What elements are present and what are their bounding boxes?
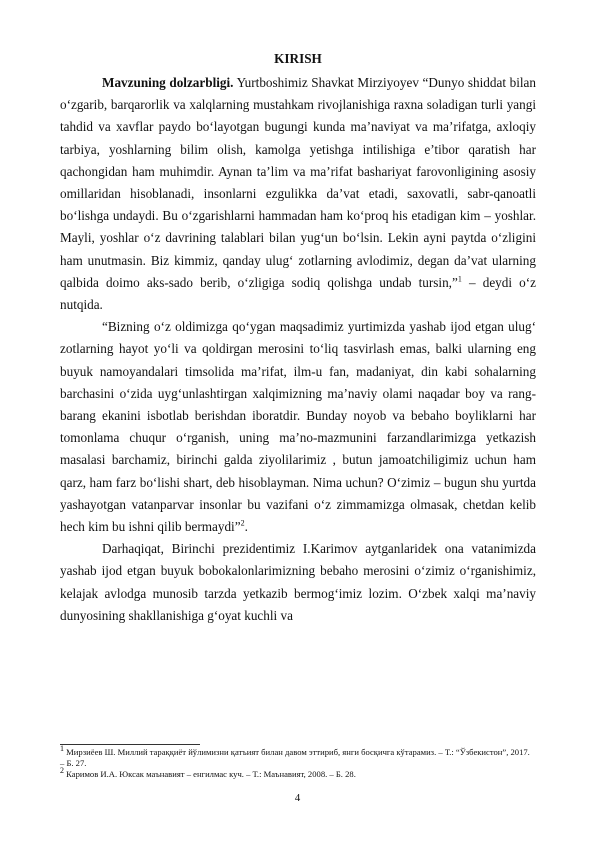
paragraph-2-tail: . xyxy=(244,519,248,535)
page-number: 4 xyxy=(294,792,301,804)
footnote-1-text: Мирзиёев Ш. Миллий тараққиёт йўлимизни қатъият билан давом эттириб, янги босқичга кўтарамиз. – Т.: “Ўзбекистон”, 2017. – Б. 27. xyxy=(60,747,530,769)
paragraph-1-tail: – deydi o‘z nutqida. xyxy=(60,274,537,313)
footnote-1 xyxy=(60,744,536,769)
paragraph-1-text: Yurtboshimiz Shavkat Mirziyoyev “Dunyo shiddat bilan o‘zgarib, barqarorlik va xalqlarning mustahkam rivojlanishiga raxna soladigan turli yangi tahdid va xavflar paydo bo‘layotgan bugungi kunda ma’naviyat va ma’rifatga, axloqiy tarbiya, yoshlarning bilim olish, kamolga yetishga intilishiga e’tibor qaratish har qachongidan ham muhimdir. Aynan ta’lim va ma’rifat bashariyat farovonligining asosiy omillaridan hisoblanadi, insonlarni ezgulikka da’vat etadi, saxovatli, sabr-qanoatli bo‘lishga undaydi. Bu o‘zgarishlarni hammadan ham ko‘proq his etadigan kim – yoshlar. Mayli, yoshlar o‘z davrining talablari bilan yug‘un bo‘lsin. Lekin ayni paytda o‘zligini ham unutmasin. Biz kimmiz, qanday ulug‘ zotlarning avlodimiz, degan da’vat ularning qalbida doimo aks-sado berib, o‘zligiga sodiq qolishga undab tursin,” xyxy=(60,75,536,290)
paragraph-indeed xyxy=(60,538,536,627)
footnote-ref-2[interactable]: 2 xyxy=(240,518,245,528)
footnote-2-text: Каримов И.А. Юксак маънавият – енгилмас куч. – Т.: Маънавият, 2008. – Б. 28. xyxy=(64,769,356,780)
footnote-2 xyxy=(60,766,536,780)
paragraph-quote xyxy=(60,316,536,538)
section-title: KIRISH xyxy=(274,51,322,66)
paragraph-relevance xyxy=(60,72,536,316)
paragraph-3-text: Darhaqiqat, Birinchi prezidentimiz I.Karimov aytganlaridek ona vatanimizda yashab ijod etgan buyuk bobokalonlarimizning bebaho merosini o‘zimiz o‘rganishimiz, kelajak avlodga munosib tarzda yetkazib bermog‘imiz lozim. O‘zbek xalqi ma’naviy dunyosining shakllanishiga g‘oyat kuchli va xyxy=(60,541,536,623)
footnote-ref-1[interactable]: 1 xyxy=(457,274,462,284)
footnote-separator xyxy=(60,744,200,745)
relevance-heading: Mavzuning dolzarbligi. xyxy=(102,75,234,90)
paragraph-2-text: “Bizning o‘z oldimizga qo‘ygan maqsadimiz yurtimizda yashab ijod etgan ulug‘ zotlarning hayot yo‘li va qoldirgan merosini to‘liq tasvirlash emas, balki ularning eng buyuk namoyandalari timsolida ma’rifat, ilm-u fan, madaniyat, din kabi sohalarning barchasini o‘zida uyg‘unlashtirgan xalqimizning ma’naviy olami naqadar boy va rang-barang ekanini isbotlab berishdan iboratdir. Bunday noyob va bebaho boyliklarni har tomonlama chuqur o‘rganish, uning ma’no-mazmunini farzandlarimizga yetkazish masalasi barchamiz, birinchi galda ziyolilarimiz , butun jamoatchiligimiz uchun ham qarz, ham farz bo‘lishi shart, deb hisoblayman. Nima uchun? O‘zimiz – bugun shu yurtda yashayotgan vatanparvar insonlar bu vazifani o‘z zimmamizga olmasak, chetdan kelib hech kim bu ishni qilib bermaydi” xyxy=(60,319,536,535)
footnotes xyxy=(60,744,536,781)
footnote-1-number: 1 xyxy=(60,744,64,754)
document-body xyxy=(60,50,536,627)
footnote-2-number: 2 xyxy=(60,766,64,776)
